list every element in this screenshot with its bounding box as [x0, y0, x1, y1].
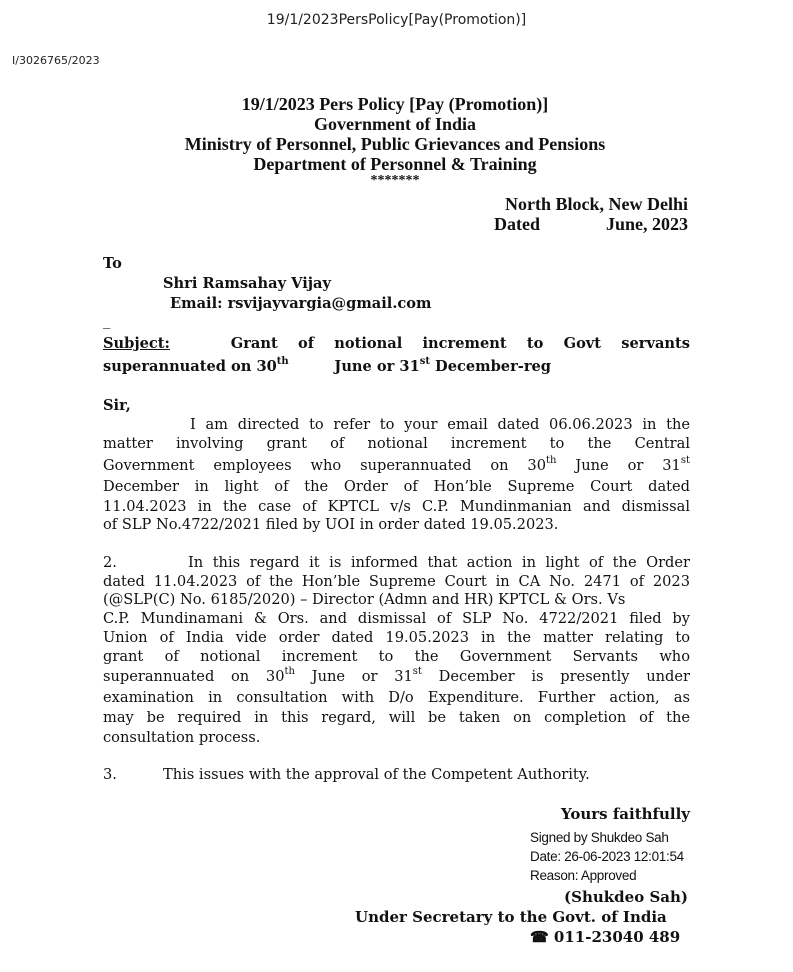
paragraph-2-line — [188, 554, 690, 574]
text-segment: Union of India vide order dated 19.05.2023 in the matter relating to — [103, 629, 690, 646]
paragraph-2-line — [103, 668, 690, 688]
superscript: th — [284, 666, 295, 677]
dated-label: Dated — [494, 214, 540, 234]
text-segment: December-reg — [429, 358, 552, 375]
text-segment: consultation process. — [103, 729, 261, 746]
text-segment: grant of notional increment to the Government Servants who — [103, 648, 690, 665]
paragraph-1-line — [103, 478, 690, 498]
text-segment: Government employees who superannuated on 30 — [103, 457, 546, 474]
place: North Block, New Delhi — [505, 194, 688, 214]
text-segment: June or 31 — [556, 457, 681, 474]
paragraph-3-line — [163, 766, 690, 783]
subject-text: Grant of notional increment to Govt servants — [230, 335, 690, 352]
paragraph-2-line — [103, 729, 690, 746]
text-segment: I am directed to refer to your email dated 06.06.2023 in the — [190, 416, 690, 433]
reference-number: I/3026765/2023 — [12, 54, 100, 67]
separator-stars: ******* — [370, 173, 420, 188]
paragraph-number: 2. — [103, 554, 117, 571]
ministry: Ministry of Personnel, Public Grievances and Pensions — [184, 134, 606, 154]
yours-faithfully: Yours faithfully — [560, 805, 690, 823]
superscript: st — [412, 666, 422, 677]
underscore-mark: _ — [103, 312, 111, 329]
superscript: st — [419, 356, 430, 367]
text-segment: C.P. Mundinamani & Ors. and dismissal of SLP No. 4722/2021 filed by — [103, 610, 690, 627]
text-segment: of SLP No.4722/2021 filed by UOI in order dated 19.05.2023. — [103, 516, 559, 533]
signature-date: Date: 26-06-2023 12:01:54 — [530, 849, 684, 864]
superscript: th — [276, 356, 289, 367]
text-segment: December in light of the Order of Hon’ble Supreme Court dated — [103, 478, 690, 495]
paragraph-number: 3. — [103, 766, 117, 783]
text-segment: superannuated on 30 — [103, 358, 277, 375]
salutation: Sir, — [103, 397, 131, 414]
text-segment: This issues with the approval of the Competent Authority. — [163, 766, 590, 783]
paragraph-1-line — [103, 516, 690, 533]
superscript: st — [680, 455, 690, 466]
addressee-name: Shri Ramsahay Vijay — [163, 275, 331, 292]
text-segment: (@SLP(C) No. 6185/2020) – Director (Admn and HR) KPTCL & Ors. Vs — [103, 591, 626, 608]
paragraph-1-line — [103, 435, 690, 455]
paragraph-2-line — [103, 591, 690, 608]
signed-by: Signed by Shukdeo Sah — [530, 830, 669, 845]
paragraph-1-line — [103, 498, 690, 518]
designation: Under Secretary to the Govt. of India — [355, 908, 667, 926]
text-segment: June or 31 — [294, 668, 413, 685]
text-segment: 11.04.2023 in the case of KPTCL v/s C.P. Mundinmanian and dismissal — [103, 498, 690, 515]
paragraph-2-line — [103, 689, 690, 709]
addressee-email: Email: rsvijayvargia@gmail.com — [170, 295, 432, 312]
signatory-name: (Shukdeo Sah) — [564, 888, 688, 906]
text-segment: superannuated on 30 — [103, 668, 285, 685]
signature-reason: Reason: Approved — [530, 868, 637, 883]
text-segment: In this regard it is informed that action in light of the Order — [188, 554, 690, 571]
text-segment: matter involving grant of notional increment to the Central — [103, 435, 690, 452]
file-number: 19/1/2023 Pers Policy [Pay (Promotion)] — [241, 94, 549, 114]
subject-line-1 — [103, 335, 690, 355]
paragraph-2-line — [103, 709, 690, 729]
phone-number: 011-23040 489 — [553, 928, 681, 946]
text-segment: dated 11.04.2023 of the Hon’ble Supreme Court in CA No. 2471 of 2023 — [103, 573, 690, 590]
date: June, 2023 — [605, 214, 688, 234]
paragraph-2-line — [103, 629, 690, 649]
paragraph-2-line — [103, 648, 690, 668]
paragraph-1-line — [103, 457, 690, 477]
subject-line-2 — [103, 358, 690, 375]
paragraph-2-line — [103, 573, 690, 593]
department: Department of Personnel & Training — [253, 154, 537, 174]
to-label: To — [103, 255, 122, 272]
government: Government of India — [314, 114, 476, 134]
text-segment: June or 31 — [288, 358, 420, 375]
file-title-header: 19/1/2023PersPolicy[Pay(Promotion)] — [266, 12, 527, 28]
text-segment: examination in consultation with D/o Expenditure. Further action, as — [103, 689, 690, 706]
telephone-icon: ☎ — [530, 928, 549, 946]
phone-line — [530, 928, 680, 946]
text-segment: December is presently under — [421, 668, 690, 685]
subject-label: Subject: — [103, 335, 170, 352]
superscript: th — [546, 455, 557, 466]
text-segment: may be required in this regard, will be taken on completion of the — [103, 709, 690, 726]
paragraph-2-line — [103, 610, 690, 630]
paragraph-1-line — [190, 416, 690, 436]
